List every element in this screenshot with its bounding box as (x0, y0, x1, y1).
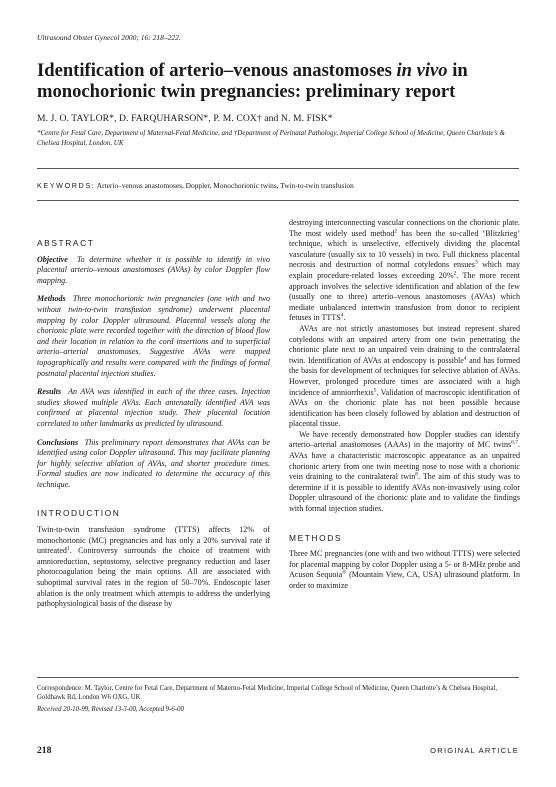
r3-c: . The aim of this study was to determine if it is possible to identify AVAs non-invasively using color Doppler ultrasound of the chorionic plate and to validate the findings with formal injection studies. (289, 472, 520, 514)
introduction-heading: INTRODUCTION (37, 508, 121, 519)
article-title (37, 60, 517, 102)
abstract-methods (37, 294, 270, 379)
r1-ref2: 3 (474, 259, 478, 266)
r3-ref1: 6,7 (511, 439, 518, 446)
r1-ref3: 2 (453, 270, 457, 277)
received-dates: Received 20-10-99, Revised 13-3-00, Accepted 9-6-00 (37, 706, 184, 713)
r2-ref1: 4 (463, 355, 467, 362)
results-text: An AVA was identified in each of the three cases. Injection studies showed multiple AVAs. Each antenatally identified AVA was confirmed at placental injection study. Their placental location correlated to other landmarks as predicted by ultrasound. (37, 387, 270, 428)
right-paragraph-3 (289, 430, 520, 515)
right-column (289, 218, 520, 592)
page-number: 218 (37, 745, 52, 756)
title-italic: in vivo (396, 60, 448, 81)
left-column (37, 238, 270, 610)
r1-c: which may explain procedure-related losses exceeding 20% (289, 260, 520, 280)
r3-ref2: 8 (415, 471, 419, 478)
m-b: (Mountain View, CA, USA) ultrasound platform. In order to maximize (289, 570, 520, 590)
r1-ref4: 4 (340, 312, 344, 319)
keywords-line (37, 181, 354, 190)
r3-b: . AVAs have a characteristic macroscopic appearance as an unpaired chorionic artery from one twin meeting nose to nose with a chorionic vein draining to the contralateral twin (289, 440, 520, 482)
methods-text: Three monochorionic twin pregnancies (one with and two without twin-to-twin transfusion syndrome) underwent placental mapping by color Doppler ultrasound. Placental vessels along the chorionic plate were recorded together with the direction of blood flow and their location in relation to the cord insertions and to superficial arterio–arterial anastomoses. Suggestive AVAs were mapped topographically and results were compared with the findings of formal postnatal placental injection studies. (37, 294, 271, 378)
r1-a: destroying interconnecting vascular connections on the chorionic plate. The most widely used method (289, 218, 520, 238)
introduction-paragraph (37, 525, 270, 610)
keywords-label: KEYWORDS: (37, 181, 96, 190)
objective-text: To determine whether it is possible to identify in vivo placental arterio–venous anastomoses (AVAs) by color Doppler flow mapping. (37, 254, 271, 285)
r1-d: . The more recent approach involves the selective identification and ablation of the few (usually one to three) arterio–venous anastomoses (AVAs) which mediate unbalanced intertwin transfusion from donor to recipient fetuses in TTTS (289, 270, 521, 323)
title-part-2: in monochorionic twin pregnancies: preliminary report (37, 60, 468, 102)
intro-text-b: . Controversy surrounds the choice of treatment with amnioreduction, septostomy, selective pregnancy reduction and laser photocoagulation being the main options. All are associated with suboptimal survival rates in the region of 50–70%. Endoscopic laser ablation is the only treatment which attempts to address the underlying pathophysiological basis of the disease by (37, 546, 270, 609)
title-part-1: Identification of arterio–venous anastomoses (37, 60, 397, 81)
m-a: Three MC pregnancies (one with and two without TTTS) were selected for placental mapping by color Doppler using a 5- or 8-MHz probe and Acuson Sequoia (289, 549, 520, 580)
abstract-objective (37, 255, 270, 287)
keywords-bottom-rule (37, 200, 519, 201)
keywords-text: Arterio–venous anastomoses, Doppler, Monochorionic twins, Twin-to-twin transfusion (96, 181, 354, 190)
r3-a: We have recently demonstrated how Doppler studies can identify arterio–arterial anastomoses (AAAs) in the majority of MC twins (289, 429, 520, 450)
methods-paragraph (289, 549, 520, 591)
abstract-results (37, 387, 270, 429)
keywords-top-rule (37, 168, 519, 169)
r2-ref2: 5 (373, 386, 377, 393)
conclusions-text: This preliminary report demonstrates that AVAs can be identified using color Doppler ultrasound. This may facilitate planning for highly selective ablation of AVAs, and shorter procedure times. Formal studies are now indicated to determine the accuracy of this technique. (37, 437, 270, 489)
results-label: Results (37, 387, 62, 397)
r2-c: . Validation of macroscopic identification of AVAs on the chorionic plate has not been possible because identification has been closely followed by ablation and destruction of placental tissue. (289, 387, 520, 429)
correspondence: Correspondence: M. Taylor, Centre for Fetal Care, Department of Materno-Fetal Medicine, Imperial College School of Medicine, Queen Charlotte’s & Chelsea Hospital, Goldhawk Rd, London W6 OXG, UK (37, 685, 498, 702)
intro-text-a: Twin-to-twin transfusion syndrome (TTTS) affects 12% of monochorionic (MC) pregnancies and has only a 20% survival rate if untreated (37, 525, 270, 556)
r2-a: AVAs are not strictly anastomoses but instead represent shared cotyledons with an unpaired artery from one twin penetrating the chorionic plate next to an unpaired vein draining to the contralateral twin. Identification of AVAs at endoscopy is possible (289, 323, 520, 365)
m-reg: ® (342, 569, 347, 576)
objective-label: Objective (37, 254, 68, 264)
r1-b: has been the so-called ‘Blitzkrieg’ technique, which is unselective, effectively dividing the placental vasculature (usually six to 10 vessels) in two. Full thickness placental necrosis and destruction of normal cotyledons ensues (289, 228, 521, 270)
methods-label: Methods (37, 294, 66, 304)
abstract-conclusions (37, 438, 270, 491)
right-paragraph-2 (289, 324, 520, 430)
methods-heading: METHODS (289, 532, 343, 543)
right-paragraph-1 (289, 218, 520, 324)
r2-b: and has formed the basis for development of techniques for selective ablation of AVAs. However, prolonged procedure times are associated with a high incidence of amniorrhexis (289, 355, 520, 397)
abstract-heading: ABSTRACT (37, 238, 95, 248)
r1-e: . (343, 313, 346, 323)
footer-rule (37, 677, 519, 678)
intro-ref: 1 (66, 545, 70, 552)
article-type: ORIGINAL ARTICLE (430, 746, 519, 755)
author-list: M. J. O. TAYLOR*, D. FARQUHARSON*, P. M. COX† and N. M. FISK* (37, 113, 333, 124)
conclusions-label: Conclusions (37, 437, 79, 447)
affiliation: *Centre for Fetal Care, Department of Maternal-Fetal Medicine, and †Department of Perinatal Pathology, Imperial College School of Medicine, Queen Charlotte’s & Chelsea Hospital, London, UK (37, 129, 505, 147)
r1-ref1: 2 (394, 227, 398, 234)
journal-citation: Ultrasound Obstet Gynecol 2000; 16: 218–222. (37, 33, 181, 42)
